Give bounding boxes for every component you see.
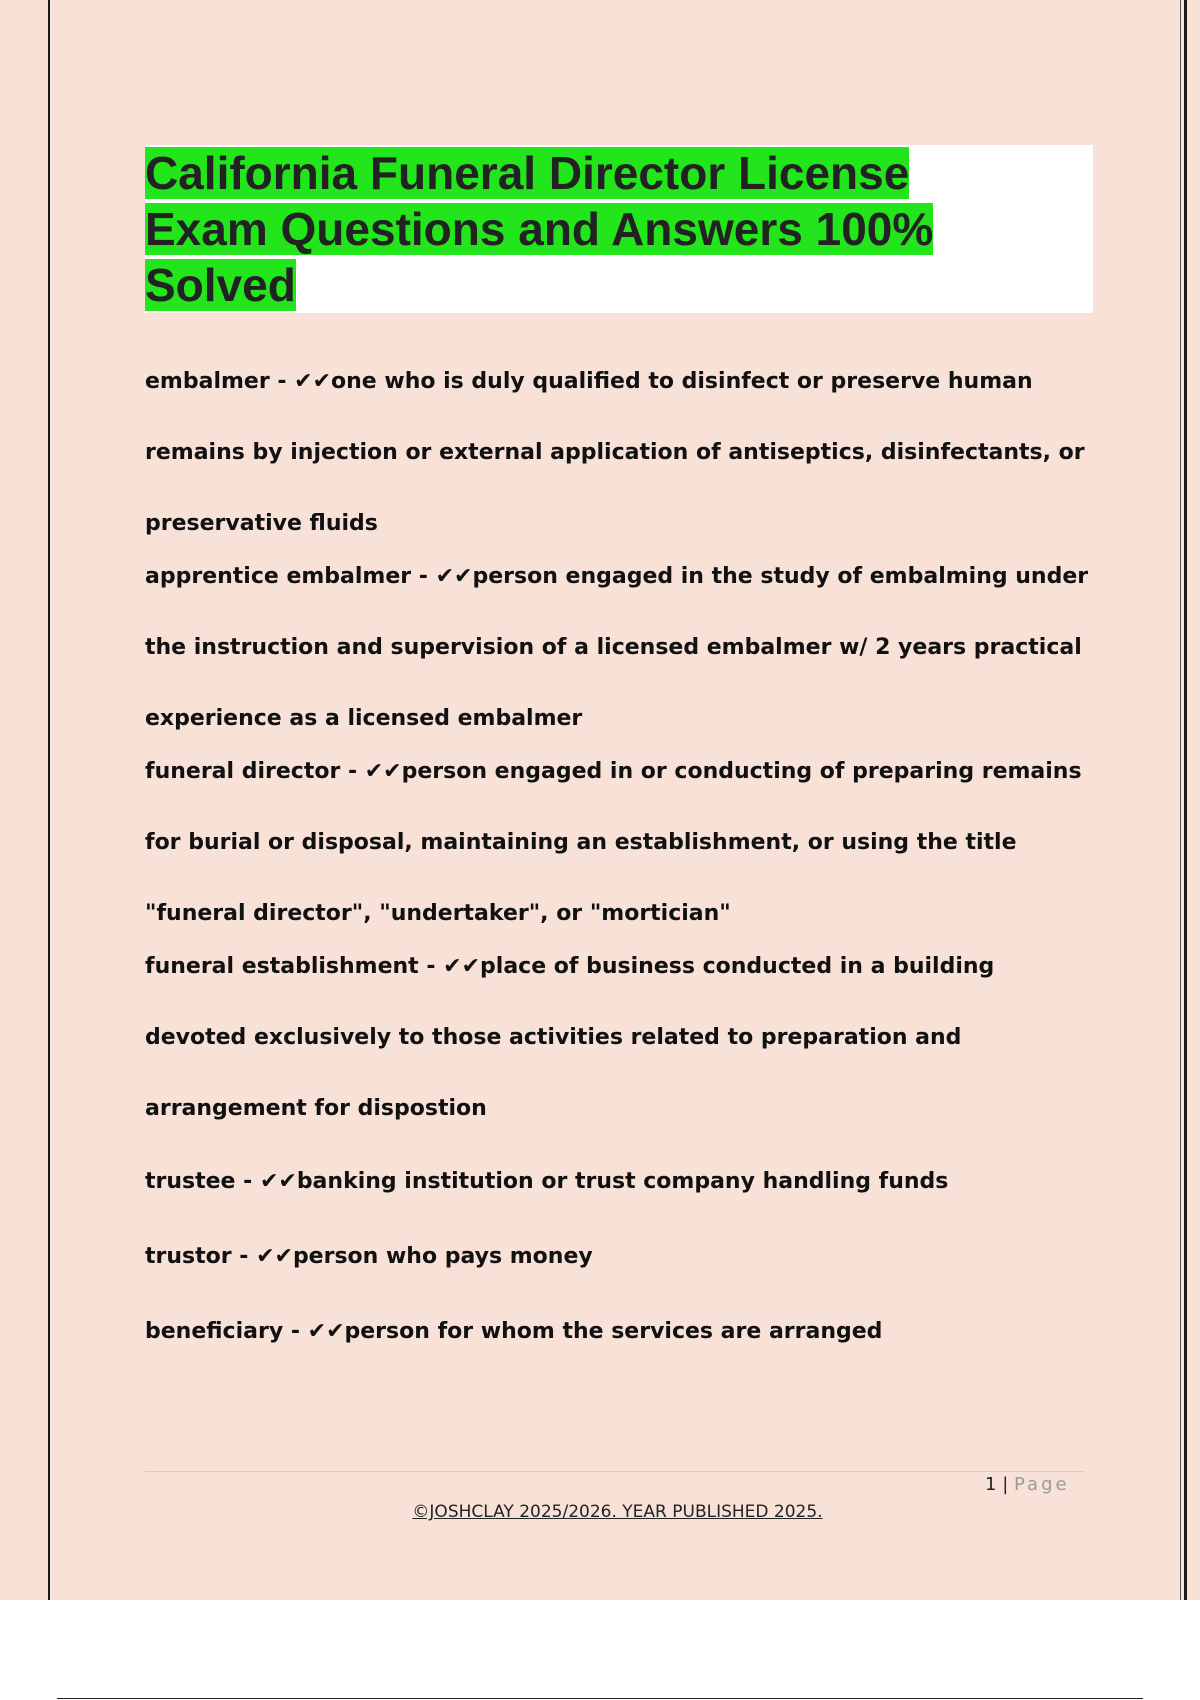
entry-term: trustee: [145, 1169, 236, 1194]
bottom-rule: [57, 1698, 1143, 1699]
entry-term: beneficiary: [145, 1319, 284, 1344]
entry-beneficiary: [145, 1294, 1095, 1369]
entry-definition: person engaged in the study of embalming under the instruction and supervision of a licensed embalmer w/ 2 years practical experience as a licensed embalmer: [145, 564, 1089, 731]
entry-separator: -: [411, 564, 436, 589]
check-mark-icon: ✔✔: [307, 1319, 345, 1344]
entry-definition: one who is duly qualified to disinfect or preserve human remains by injection or external application of antiseptics, disinfectants, or preservative fluids: [145, 369, 1085, 536]
right-border-rule: [1184, 0, 1187, 1600]
entry-definition: banking institution or trust company handling funds: [296, 1169, 949, 1194]
page-number-divider: |: [1002, 1474, 1009, 1495]
entry-separator: -: [269, 369, 295, 394]
entry-definition: person engaged in or conducting of preparing remains for burial or disposal, maintaining an establishment, or using the title "funeral director", "undertaker", or "mortician": [145, 759, 1082, 926]
check-mark-icon: ✔✔: [443, 954, 481, 979]
entry-separator: -: [231, 1244, 257, 1269]
copyright-notice: ©JOSHCLAY 2025/2026. YEAR PUBLISHED 2025.: [412, 1502, 823, 1522]
entry-term: apprentice embalmer: [145, 564, 412, 589]
check-mark-icon: ✔✔: [259, 1169, 297, 1194]
right-border-rule-inner: [1180, 0, 1181, 1600]
entry-funeral-establishment: [145, 931, 1095, 1144]
page-number: [985, 1474, 1070, 1495]
left-border-rule: [48, 0, 50, 1600]
entry-trustor: [145, 1219, 1095, 1294]
page-number-value: 1: [985, 1474, 997, 1495]
page-number-label: Page: [1014, 1474, 1070, 1495]
title-box: [145, 145, 1093, 313]
entry-separator: -: [283, 1319, 308, 1344]
entry-trustee: [145, 1144, 1095, 1219]
check-mark-icon: ✔✔: [364, 759, 402, 784]
entry-separator: -: [340, 759, 365, 784]
entry-separator: -: [418, 954, 444, 979]
entry-embalmer: [145, 346, 1095, 559]
entry-definition: person for whom the services are arranged: [344, 1319, 883, 1344]
entry-separator: -: [235, 1169, 260, 1194]
entry-definition: place of business conducted in a building devoted exclusively to those activities related to preparation and arrangement for dispostion: [145, 954, 995, 1121]
entry-term: trustor: [145, 1244, 232, 1269]
check-mark-icon: ✔✔: [435, 564, 473, 589]
document-title: [145, 145, 965, 313]
definitions-list: [145, 369, 1095, 1369]
entry-funeral-director: [145, 736, 1095, 949]
entry-term: funeral director: [145, 759, 341, 784]
check-mark-icon: ✔✔: [294, 369, 332, 394]
entry-apprentice-embalmer: [145, 541, 1095, 754]
footer-divider: [145, 1471, 1085, 1472]
entry-term: embalmer: [145, 369, 270, 394]
check-mark-icon: ✔✔: [256, 1244, 293, 1269]
entry-definition: person who pays money: [292, 1244, 593, 1269]
title-highlight: California Funeral Director License Exam Questions and Answers 100% Solved: [145, 147, 934, 311]
entry-term: funeral establishment: [145, 954, 419, 979]
